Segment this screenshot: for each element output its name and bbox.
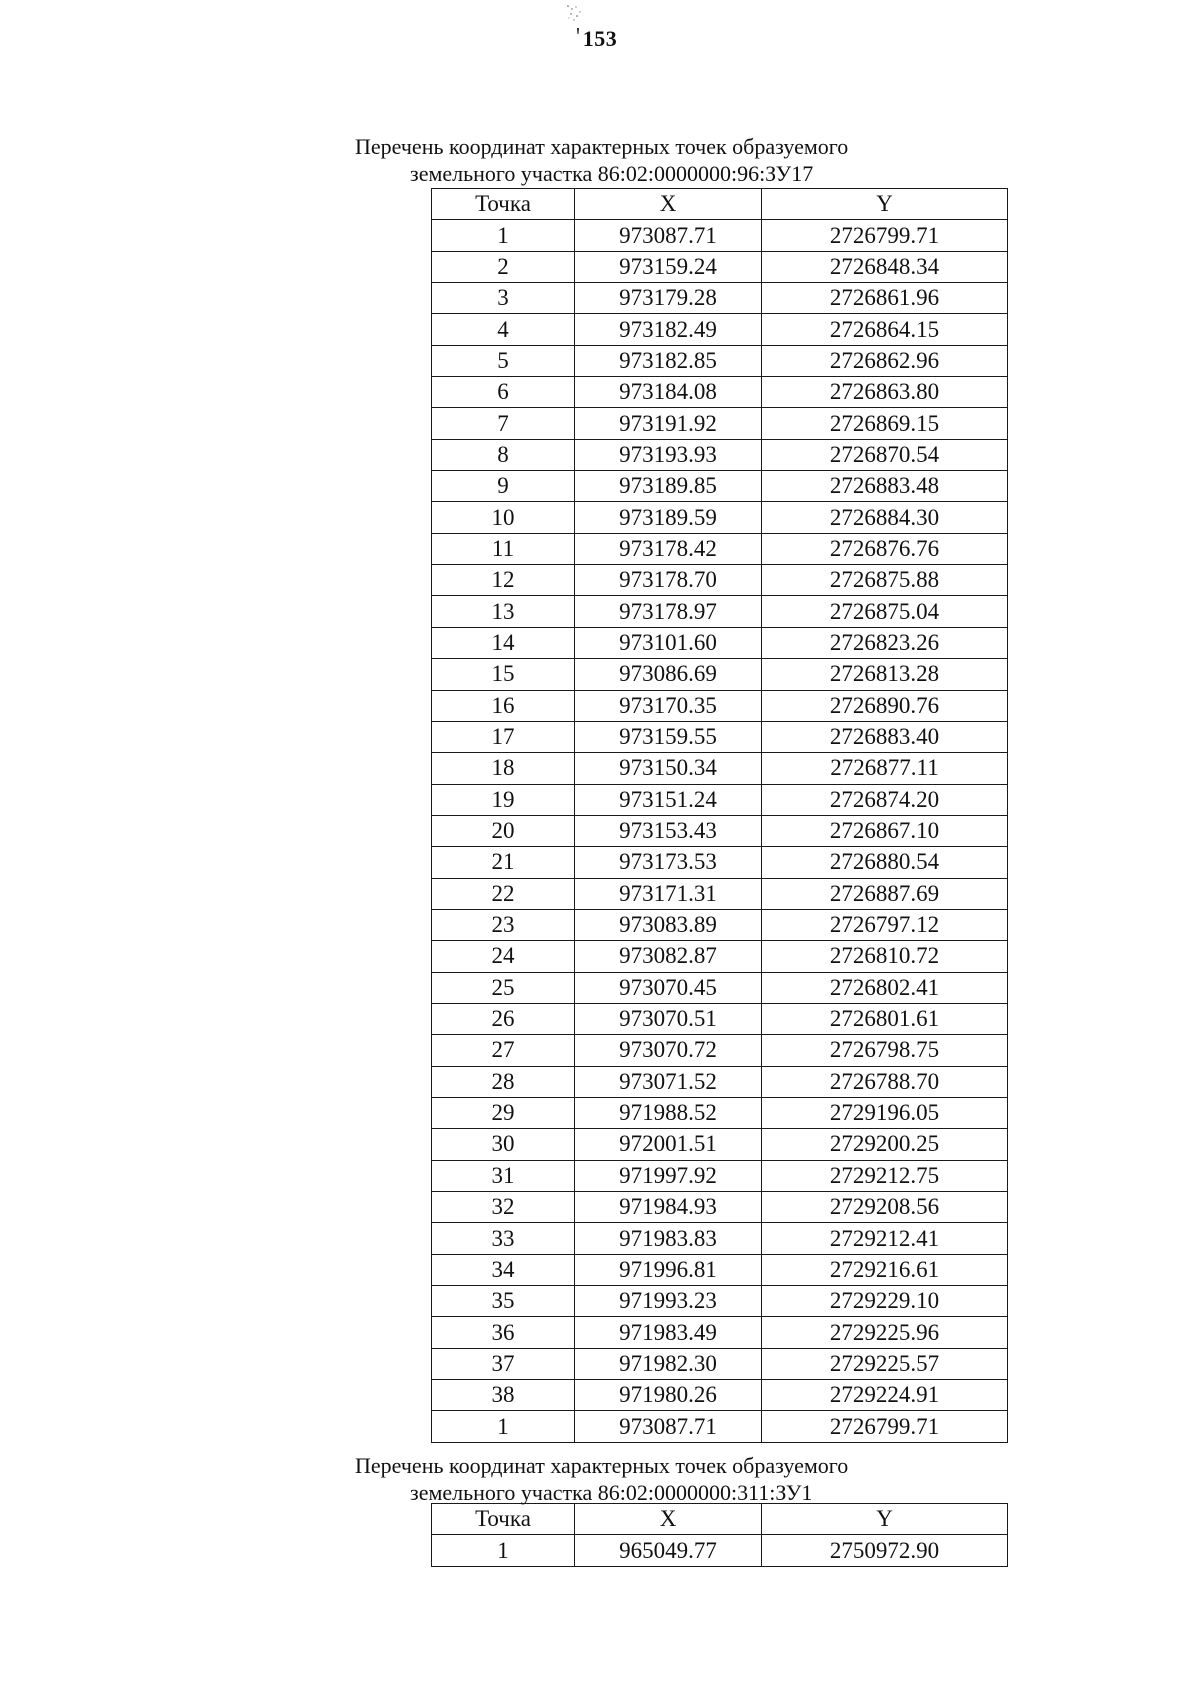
cell-x: 973087.71 <box>575 220 762 251</box>
table-row <box>432 1286 1008 1317</box>
cell-x: 973189.85 <box>575 471 762 502</box>
cell-y: 2726798.75 <box>762 1035 1008 1066</box>
cell-y: 2726863.80 <box>762 377 1008 408</box>
table-row <box>432 377 1008 408</box>
cell-point: 21 <box>432 847 575 878</box>
cell-point: 26 <box>432 1003 575 1034</box>
table-row <box>432 1097 1008 1128</box>
cell-x: 973070.45 <box>575 972 762 1003</box>
cell-point: 20 <box>432 815 575 846</box>
cell-point: 23 <box>432 909 575 940</box>
table-row <box>432 283 1008 314</box>
cell-y: 2726799.71 <box>762 220 1008 251</box>
table-row <box>432 847 1008 878</box>
cell-x: 971996.81 <box>575 1254 762 1285</box>
table-row <box>432 408 1008 439</box>
table-row <box>432 627 1008 658</box>
cell-point: 36 <box>432 1317 575 1348</box>
table-row <box>432 753 1008 784</box>
table-header-row <box>432 189 1008 220</box>
cell-x: 973101.60 <box>575 627 762 658</box>
cell-x: 973087.71 <box>575 1411 762 1442</box>
cell-point: 24 <box>432 941 575 972</box>
table-row <box>432 1254 1008 1285</box>
cell-y: 2729229.10 <box>762 1286 1008 1317</box>
cell-y: 2726864.15 <box>762 314 1008 345</box>
table-row <box>432 878 1008 909</box>
table-row <box>432 1035 1008 1066</box>
cell-y: 2729224.91 <box>762 1380 1008 1411</box>
cell-x: 972001.51 <box>575 1129 762 1160</box>
table-row <box>432 314 1008 345</box>
cell-point: 11 <box>432 533 575 564</box>
cell-point: 4 <box>432 314 575 345</box>
table-row <box>432 1348 1008 1379</box>
cell-point: 1 <box>432 1535 575 1566</box>
cell-y: 2726874.20 <box>762 784 1008 815</box>
cell-point: 9 <box>432 471 575 502</box>
cell-x: 971997.92 <box>575 1160 762 1191</box>
table-row <box>432 659 1008 690</box>
table-row <box>432 565 1008 596</box>
cell-x: 973182.85 <box>575 345 762 376</box>
cell-point: 1 <box>432 1411 575 1442</box>
cell-point: 18 <box>432 753 575 784</box>
cell-y: 2729216.61 <box>762 1254 1008 1285</box>
table-caption <box>355 133 955 187</box>
cell-point: 19 <box>432 784 575 815</box>
cell-y: 2726877.11 <box>762 753 1008 784</box>
cell-point: 38 <box>432 1380 575 1411</box>
cell-point: 1 <box>432 220 575 251</box>
cell-x: 973170.35 <box>575 690 762 721</box>
cell-y: 2750972.90 <box>762 1535 1008 1566</box>
table-header-row <box>432 1504 1008 1535</box>
cell-point: 34 <box>432 1254 575 1285</box>
cell-y: 2726861.96 <box>762 283 1008 314</box>
cell-x: 973178.42 <box>575 533 762 564</box>
cell-y: 2726823.26 <box>762 627 1008 658</box>
cell-y: 2726813.28 <box>762 659 1008 690</box>
cell-y: 2726883.40 <box>762 721 1008 752</box>
cell-y: 2726788.70 <box>762 1066 1008 1097</box>
table-row <box>432 1066 1008 1097</box>
cell-y: 2729200.25 <box>762 1129 1008 1160</box>
cell-point: 7 <box>432 408 575 439</box>
header-point: Точка <box>432 1504 575 1535</box>
cell-x: 973171.31 <box>575 878 762 909</box>
cell-point: 27 <box>432 1035 575 1066</box>
cell-point: 12 <box>432 565 575 596</box>
header-x: X <box>575 1504 762 1535</box>
coordinates-table <box>431 1503 1008 1567</box>
cell-point: 10 <box>432 502 575 533</box>
cell-x: 973151.24 <box>575 784 762 815</box>
table-row <box>432 251 1008 282</box>
cell-x: 973083.89 <box>575 909 762 940</box>
cell-y: 2729212.41 <box>762 1223 1008 1254</box>
cell-y: 2729212.75 <box>762 1160 1008 1191</box>
table-row <box>432 1317 1008 1348</box>
cell-y: 2726876.76 <box>762 533 1008 564</box>
cell-point: 31 <box>432 1160 575 1191</box>
table-row <box>432 220 1008 251</box>
table-row <box>432 1223 1008 1254</box>
cell-point: 5 <box>432 345 575 376</box>
table-row <box>432 1129 1008 1160</box>
cell-y: 2726884.30 <box>762 502 1008 533</box>
cell-point: 14 <box>432 627 575 658</box>
table-row <box>432 972 1008 1003</box>
cell-x: 973182.49 <box>575 314 762 345</box>
cell-x: 971983.49 <box>575 1317 762 1348</box>
cell-point: 32 <box>432 1192 575 1223</box>
table-row <box>432 533 1008 564</box>
cell-x: 973150.34 <box>575 753 762 784</box>
cell-point: 8 <box>432 439 575 470</box>
table-row <box>432 1411 1008 1442</box>
cell-y: 2726880.54 <box>762 847 1008 878</box>
cell-x: 971982.30 <box>575 1348 762 1379</box>
cell-x: 973178.70 <box>575 565 762 596</box>
cell-y: 2726875.04 <box>762 596 1008 627</box>
table-row <box>432 941 1008 972</box>
cell-y: 2726875.88 <box>762 565 1008 596</box>
cell-y: 2729225.96 <box>762 1317 1008 1348</box>
coordinates-table <box>431 188 1008 1443</box>
cell-y: 2726802.41 <box>762 972 1008 1003</box>
cell-x: 973086.69 <box>575 659 762 690</box>
cell-point: 29 <box>432 1097 575 1128</box>
table-row <box>432 909 1008 940</box>
table-row <box>432 721 1008 752</box>
cell-point: 2 <box>432 251 575 282</box>
cell-point: 30 <box>432 1129 575 1160</box>
cell-x: 973179.28 <box>575 283 762 314</box>
table-caption <box>355 1452 955 1506</box>
table-row <box>432 690 1008 721</box>
cell-y: 2726862.96 <box>762 345 1008 376</box>
cell-y: 2726887.69 <box>762 878 1008 909</box>
table-row <box>432 784 1008 815</box>
table-row <box>432 345 1008 376</box>
cell-point: 3 <box>432 283 575 314</box>
cell-x: 971980.26 <box>575 1380 762 1411</box>
cell-point: 28 <box>432 1066 575 1097</box>
cell-y: 2729196.05 <box>762 1097 1008 1128</box>
cell-y: 2729225.57 <box>762 1348 1008 1379</box>
cell-x: 973189.59 <box>575 502 762 533</box>
cell-x: 971984.93 <box>575 1192 762 1223</box>
header-x: X <box>575 189 762 220</box>
cell-point: 22 <box>432 878 575 909</box>
cell-x: 973159.55 <box>575 721 762 752</box>
cell-x: 973082.87 <box>575 941 762 972</box>
cell-y: 2726869.15 <box>762 408 1008 439</box>
cell-x: 973153.43 <box>575 815 762 846</box>
table-row <box>432 1003 1008 1034</box>
cell-x: 973193.93 <box>575 439 762 470</box>
cell-x: 973178.97 <box>575 596 762 627</box>
header-y: Y <box>762 1504 1008 1535</box>
table-row <box>432 1380 1008 1411</box>
cell-y: 2726797.12 <box>762 909 1008 940</box>
cell-x: 973071.52 <box>575 1066 762 1097</box>
cell-point: 37 <box>432 1348 575 1379</box>
cell-point: 15 <box>432 659 575 690</box>
cell-point: 33 <box>432 1223 575 1254</box>
cell-x: 973191.92 <box>575 408 762 439</box>
cell-x: 965049.77 <box>575 1535 762 1566</box>
cell-point: 35 <box>432 1286 575 1317</box>
page-number: 153 <box>582 26 618 51</box>
table-row <box>432 596 1008 627</box>
cell-y: 2726799.71 <box>762 1411 1008 1442</box>
caption-line-2: земельного участка 86:02:0000000:311:ЗУ1 <box>410 1480 813 1505</box>
cell-x: 973184.08 <box>575 377 762 408</box>
cell-point: 6 <box>432 377 575 408</box>
cell-y: 2726883.48 <box>762 471 1008 502</box>
cell-x: 971983.83 <box>575 1223 762 1254</box>
cell-x: 971993.23 <box>575 1286 762 1317</box>
table-row <box>432 1192 1008 1223</box>
cell-x: 973173.53 <box>575 847 762 878</box>
table-row <box>432 471 1008 502</box>
table-row <box>432 439 1008 470</box>
cell-y: 2726848.34 <box>762 251 1008 282</box>
cell-x: 971988.52 <box>575 1097 762 1128</box>
caption-line-1: Перечень координат характерных точек образуемого <box>355 134 849 159</box>
cell-point: 13 <box>432 596 575 627</box>
cell-y: 2729208.56 <box>762 1192 1008 1223</box>
cell-point: 25 <box>432 972 575 1003</box>
header-y: Y <box>762 189 1008 220</box>
cell-x: 973070.72 <box>575 1035 762 1066</box>
cell-y: 2726810.72 <box>762 941 1008 972</box>
table-row <box>432 1160 1008 1191</box>
table-row <box>432 502 1008 533</box>
header-point: Точка <box>432 189 575 220</box>
cell-x: 973159.24 <box>575 251 762 282</box>
caption-line-1: Перечень координат характерных точек образуемого <box>355 1453 849 1478</box>
cell-y: 2726870.54 <box>762 439 1008 470</box>
cell-y: 2726801.61 <box>762 1003 1008 1034</box>
cell-point: 16 <box>432 690 575 721</box>
table-row <box>432 1535 1008 1566</box>
cell-x: 973070.51 <box>575 1003 762 1034</box>
table-row <box>432 815 1008 846</box>
cell-point: 17 <box>432 721 575 752</box>
caption-line-2: земельного участка 86:02:0000000:96:ЗУ17 <box>410 161 814 186</box>
cell-y: 2726867.10 <box>762 815 1008 846</box>
cell-y: 2726890.76 <box>762 690 1008 721</box>
